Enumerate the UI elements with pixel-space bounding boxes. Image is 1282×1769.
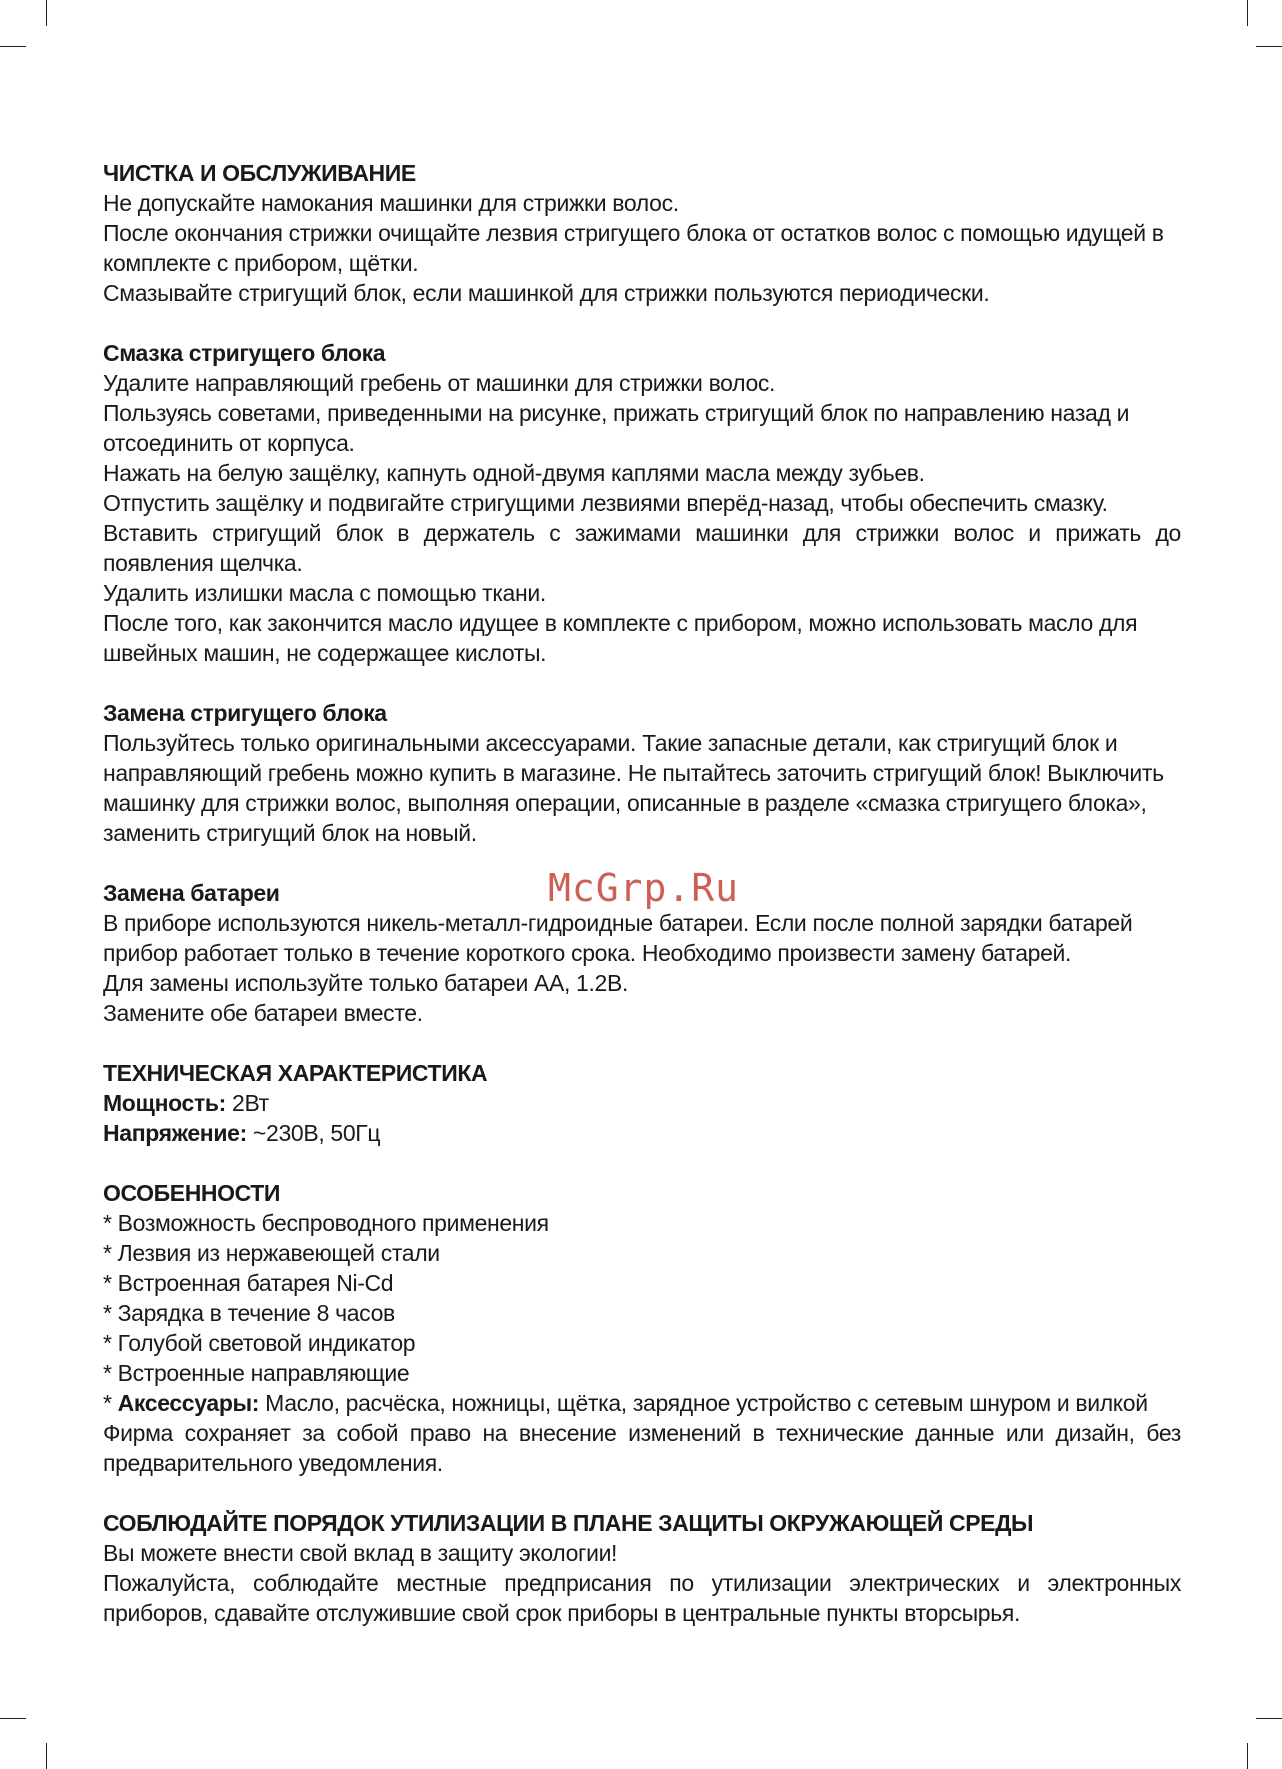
section-title: СОБЛЮДАЙТЕ ПОРЯДОК УТИЛИЗАЦИИ В ПЛАНЕ ЗАЩИТЫ ОКРУЖАЮЩЕЙ СРЕДЫ: [103, 1510, 1034, 1536]
section-title: Замена батареи: [103, 880, 280, 906]
crop-mark-top-right: [1247, 0, 1248, 26]
paragraph: Удалить излишки масла с помощью ткани.: [103, 580, 546, 606]
disclaimer: Фирма сохраняет за собой право на внесение изменений в технические данные или дизайн, без предварительного уведомления.: [103, 1420, 1181, 1476]
accessories-label: Аксессуары:: [117, 1390, 260, 1416]
section-features: [103, 1178, 1181, 1478]
section-lubrication: [103, 338, 1181, 668]
list-item: * Голубой световой индикатор: [103, 1330, 416, 1356]
list-item: * Лезвия из нержавеющей стали: [103, 1240, 440, 1266]
crop-mark-top-left-h: [0, 46, 26, 47]
list-item: * Встроенная батарея Ni-Cd: [103, 1270, 394, 1296]
section-title: Смазка стригущего блока: [103, 340, 386, 366]
paragraph: Пожалуйста, соблюдайте местные предприсания по утилизации электрических и электронных приборов, сдавайте отслужившие свой срок приборы в центральные пункты вторсырья.: [103, 1570, 1181, 1626]
paragraph: Для замены используйте только батареи АА, 1.2В.: [103, 970, 628, 996]
crop-mark-bottom-right: [1247, 1743, 1248, 1769]
spec-label: Напряжение:: [103, 1120, 247, 1146]
section-title: ОСОБЕННОСТИ: [103, 1180, 281, 1206]
spec-voltage: [103, 1118, 1181, 1148]
paragraph: Не допускайте намокания машинки для стрижки волос.: [103, 190, 679, 216]
section-cleaning: [103, 158, 1181, 308]
section-specs: [103, 1058, 1181, 1148]
paragraph: Вы можете внести свой вклад в защиту экологии!: [103, 1540, 618, 1566]
paragraph: В приборе используются никель-металл-гидроидные батареи. Если после полной зарядки батарей прибор работает только в течение короткого срока. Необходимо произвести замену батарей.: [103, 910, 1133, 966]
paragraph: Удалите направляющий гребень от машинки для стрижки волос.: [103, 370, 776, 396]
paragraph: Вставить стригущий блок в держатель с зажимами машинки для стрижки волос и прижать до появления щелчка.: [103, 520, 1181, 576]
list-item: * Возможность беспроводного применения: [103, 1210, 549, 1236]
section-disposal: [103, 1508, 1181, 1628]
spec-value: ~230В, 50Гц: [246, 1120, 381, 1146]
spec-label: Мощность:: [103, 1090, 226, 1116]
paragraph: Пользуйтесь только оригинальными аксессуарами. Такие запасные детали, как стригущий блок и направляющий гребень можно купить в магазине. Не пытайтесь заточить стригущий блок! Выключить машинку для стрижки волос, выполняя операции, описанные в разделе «смазка стригущего блока», заменить стригущий блок на новый.: [103, 730, 1164, 846]
crop-mark-bottom-right-h: [1256, 1718, 1282, 1719]
crop-mark-bottom-left: [46, 1743, 47, 1769]
section-battery: [103, 878, 1181, 1028]
crop-mark-top-left: [46, 0, 47, 26]
section-replacement: [103, 698, 1181, 848]
paragraph: Смазывайте стригущий блок, если машинкой для стрижки пользуются периодически.: [103, 280, 990, 306]
list-item: * Зарядка в течение 8 часов: [103, 1300, 395, 1326]
paragraph: Нажать на белую защёлку, капнуть одной-двумя каплями масла между зубьев.: [103, 460, 925, 486]
list-item: * Встроенные направляющие: [103, 1360, 410, 1386]
accessories-value: Масло, расчёска, ножницы, щётка, зарядное устройство с сетевым шнуром и вилкой: [259, 1390, 1148, 1416]
section-title: ЧИСТКА И ОБСЛУЖИВАНИЕ: [103, 160, 416, 186]
paragraph: Замените обе батареи вместе.: [103, 1000, 423, 1026]
paragraph: После того, как закончится масло идущее в комплекте с прибором, можно использовать масло для швейных машин, не содержащее кислоты.: [103, 610, 1138, 666]
spec-value: 2Вт: [225, 1090, 269, 1116]
bullet: *: [103, 1390, 118, 1416]
section-title: ТЕХНИЧЕСКАЯ ХАРАКТЕРИСТИКА: [103, 1060, 488, 1086]
crop-mark-top-right-h: [1256, 46, 1282, 47]
crop-mark-bottom-left-h: [0, 1718, 26, 1719]
section-title: Замена стригущего блока: [103, 700, 387, 726]
spec-power: [103, 1088, 1181, 1118]
watermark: McGrp.Ru: [548, 866, 740, 910]
list-item-accessories: [103, 1388, 1181, 1418]
paragraph: После окончания стрижки очищайте лезвия стригущего блока от остатков волос с помощью идущей в комплекте с прибором, щётки.: [103, 220, 1164, 276]
paragraph: Отпустить защёлку и подвигайте стригущими лезвиями вперёд-назад, чтобы обеспечить смазку.: [103, 490, 1108, 516]
paragraph: Пользуясь советами, приведенными на рисунке, прижать стригущий блок по направлению назад и отсоединить от корпуса.: [103, 400, 1130, 456]
document-page: [103, 158, 1181, 1658]
